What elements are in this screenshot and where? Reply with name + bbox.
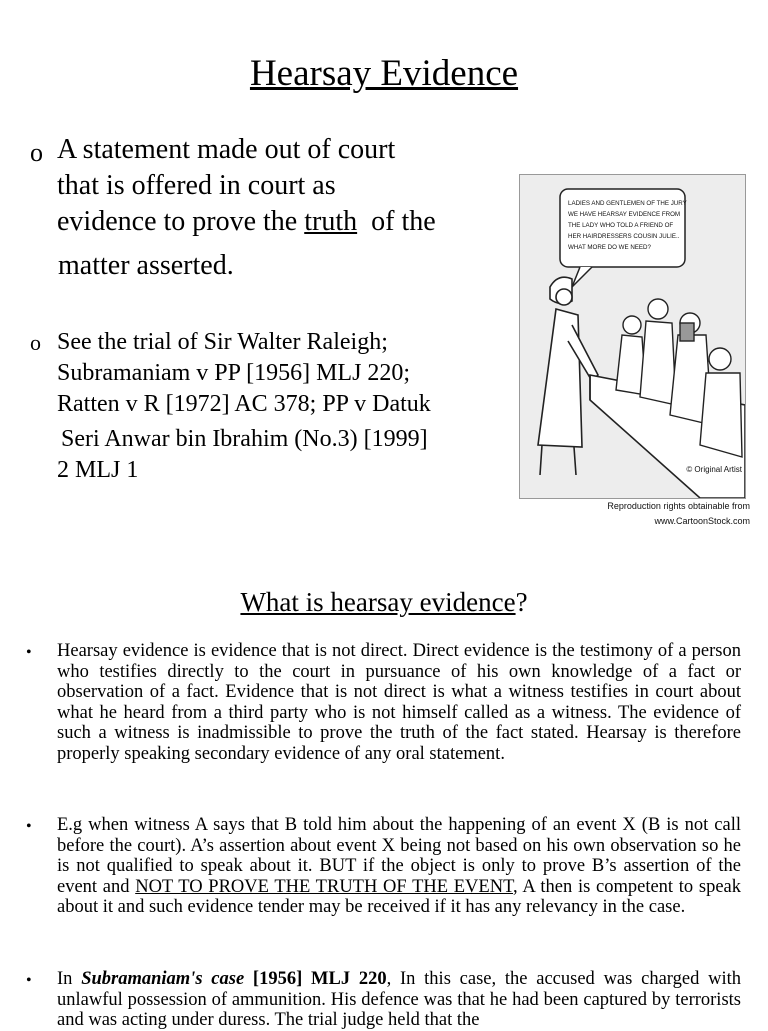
definition-line: A statement made out of court bbox=[57, 134, 396, 165]
speech-line: WE HAVE HEARSAY EVIDENCE FROM bbox=[568, 211, 681, 218]
page-title: Hearsay Evidence bbox=[249, 53, 519, 94]
speech-line: LADIES AND GENTLEMEN OF THE JURY bbox=[568, 200, 687, 207]
case-line: Seri Anwar bin Ibrahim (No.3) [1999] bbox=[61, 426, 428, 452]
section-heading-text: What is hearsay evidence bbox=[240, 587, 516, 617]
bullet-marker: o bbox=[30, 138, 43, 167]
courtroom-cartoon bbox=[519, 174, 746, 499]
case-line: Ratten v R [1972] AC 378; PP v Datuk bbox=[57, 391, 431, 417]
copyright-text: © Original Artist bbox=[686, 465, 742, 474]
definition-line: that is offered in court as bbox=[57, 170, 336, 201]
bullet-marker: o bbox=[30, 330, 41, 355]
truth-underlined: truth bbox=[304, 206, 358, 237]
paragraph-text: E.g when witness A says that B told him about the happening of an event X (B is not call before the court). A’s assertion about event X being not based on his own observation so he is not qualified to speak about it. BUT if the object is only to prove B’s assertion of the event and bbox=[57, 815, 741, 897]
speech-line: WHAT MORE DO WE NEED? bbox=[568, 244, 651, 251]
case-line: 2 MLJ 1 bbox=[57, 457, 139, 483]
case-citation: [1956] MLJ 220 bbox=[244, 969, 387, 989]
cartoon-credit: www.CartoonStock.com bbox=[654, 516, 750, 526]
section-heading bbox=[0, 587, 768, 618]
paragraph-case bbox=[57, 969, 741, 1031]
case-line: Subramaniam v PP [1956] MLJ 220; bbox=[57, 360, 411, 386]
paragraph-text: , In this case, the accused was charged with unlawful possession of ammunition. His defence was that he had been captured by terrorists and was acting under duress. The trial judge held that the bbox=[57, 969, 741, 1030]
emphasis-underlined: NOT TO PROVE THE TRUTH OF THE EVENT bbox=[135, 876, 514, 897]
definition-text: of the bbox=[357, 206, 436, 237]
section-heading-suffix: ? bbox=[515, 587, 528, 617]
cartoon-credit: Reproduction rights obtainable from bbox=[607, 501, 750, 511]
paragraph-text: In bbox=[57, 969, 82, 989]
case-name: Subramaniam's case bbox=[81, 969, 245, 989]
case-line: See the trial of Sir Walter Raleigh; bbox=[57, 329, 388, 355]
definition-text: evidence to prove the bbox=[57, 206, 305, 237]
bullet-dot: • bbox=[26, 972, 32, 989]
paragraph-example bbox=[57, 815, 741, 918]
speech-line: THE LADY WHO TOLD A FRIEND OF bbox=[568, 222, 674, 229]
definition-line bbox=[57, 206, 477, 238]
bullet-dot: • bbox=[26, 818, 32, 835]
paragraph-definition: Hearsay evidence is evidence that is not direct. Direct evidence is the testimony of a person who testifies directly to the court in pursuance of his own knowledge of a fact or observation of a fact. Evidence that is not direct is what a witness testifies in court about what he heard from a third party who is not himself called as a witness. The evidence of such a witness is inadmissible to prove the truth of the fact stated. Hearsay is therefore properly speaking secondary evidence of any oral statement. bbox=[57, 641, 741, 764]
definition-line: matter asserted. bbox=[58, 250, 234, 281]
speech-line: HER HAIRDRESSERS COUSIN JULIE.. bbox=[568, 233, 680, 240]
bullet-dot: • bbox=[26, 644, 32, 661]
paragraph-text: , A then is competent to speak about it and such evidence tender may be received if it has any relevancy in the case. bbox=[57, 876, 741, 917]
cartoon-drawing bbox=[520, 175, 745, 498]
